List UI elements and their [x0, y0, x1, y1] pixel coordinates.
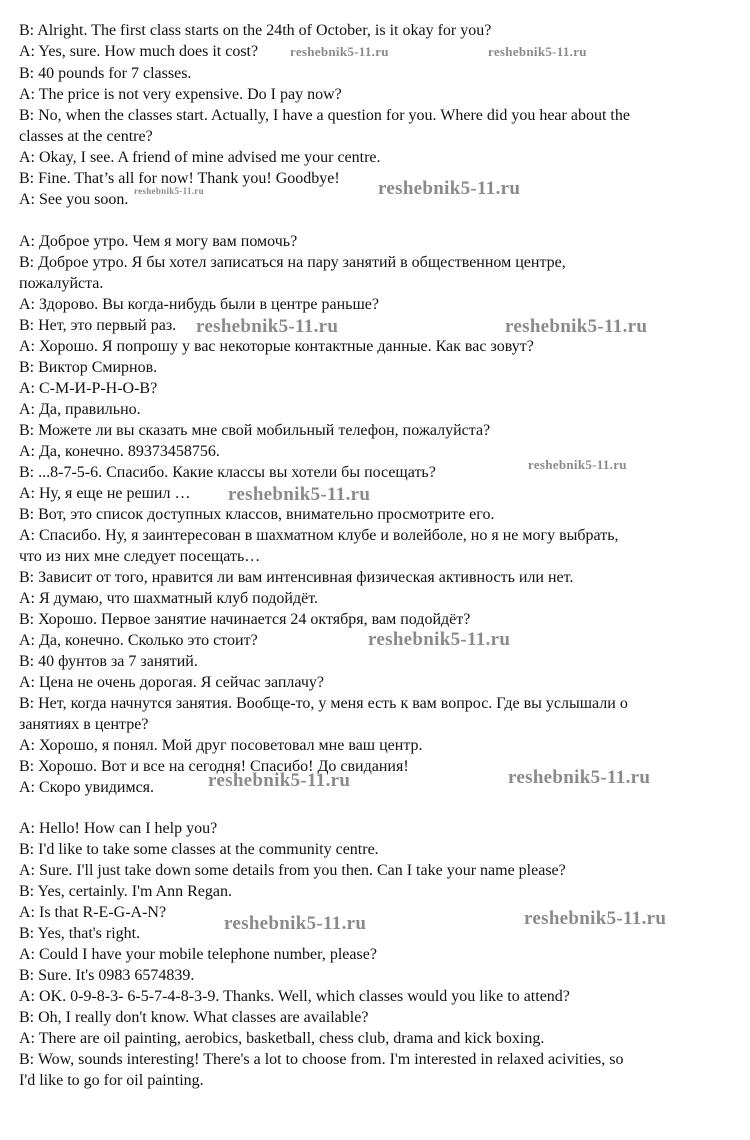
- dialogue-line: A: The price is not very expensive. Do I pay now?: [19, 86, 342, 103]
- dialogue-line: B: I'd like to take some classes at the community centre.: [19, 841, 379, 858]
- watermark: reshebnik5-11.ru: [508, 767, 651, 788]
- dialogue-line: B: Oh, I really don't know. What classes are available?: [19, 1009, 369, 1026]
- watermark: reshebnik5-11.ru: [290, 44, 389, 59]
- dialogue-line: A: Ну, я еще не решил …: [19, 485, 191, 502]
- watermark: reshebnik5-11.ru: [524, 908, 667, 929]
- dialogue-line: A: Да, правильно.: [19, 401, 141, 418]
- watermark: reshebnik5-11.ru: [378, 178, 521, 199]
- dialogue-line: B: Yes, that's right.: [19, 925, 141, 942]
- dialogue-line: A: Цена не очень дорогая. Я сейчас заплачу?: [19, 674, 324, 691]
- dialogue-line: A: Хорошо, я понял. Мой друг посоветовал мне ваш центр.: [19, 737, 423, 754]
- dialogue-line: A: Скоро увидимся.: [19, 779, 155, 796]
- dialogue-line: A: Я думаю, что шахматный клуб подойдёт.: [19, 590, 319, 607]
- watermark: reshebnik5-11.ru: [368, 629, 511, 650]
- watermark: reshebnik5-11.ru: [528, 457, 627, 472]
- watermark: reshebnik5-11.ru: [228, 484, 371, 505]
- dialogue-line: A: Could I have your mobile telephone number, please?: [19, 946, 377, 963]
- dialogue-line: A: Хорошо. Я попрошу у вас некоторые контактные данные. Как вас зовут?: [19, 338, 534, 355]
- dialogue-line: B: Зависит от того, нравится ли вам интенсивная физическая активность или нет.: [19, 569, 574, 586]
- dialogue-line: B: Вот, это список доступных классов, внимательно просмотрите его.: [19, 506, 495, 523]
- dialogue-line: A: Okay, I see. A friend of mine advised me your centre.: [19, 149, 381, 166]
- watermark: reshebnik5-11.ru: [196, 316, 339, 337]
- dialogue-line: B: Sure. It's 0983 6574839.: [19, 967, 195, 984]
- dialogue-line: classes at the centre?: [19, 128, 153, 145]
- dialogue-line: занятиях в центре?: [19, 716, 149, 733]
- dialogue-line: B: Yes, certainly. I'm Ann Regan.: [19, 883, 232, 900]
- dialogue-line: B: ...8-7-5-6. Спасибо. Какие классы вы хотели бы посещать?: [19, 464, 436, 481]
- dialogue-line: B: 40 фунтов за 7 занятий.: [19, 653, 198, 670]
- dialogue-line: B: Виктор Смирнов.: [19, 359, 158, 376]
- dialogue-line: A: Здорово. Вы когда-нибудь были в центре раньше?: [19, 296, 379, 313]
- dialogue-line: B: Доброе утро. Я бы хотел записаться на пару занятий в общественном центре,: [19, 254, 566, 271]
- watermark: reshebnik5-11.ru: [505, 316, 648, 337]
- dialogue-line: A: С-М-И-Р-Н-О-В?: [19, 380, 158, 397]
- dialogue-line: B: No, when the classes start. Actually, I have a question for you. Where did you hear about the: [19, 107, 630, 124]
- dialogue-line: что из них мне следует посещать…: [19, 548, 261, 565]
- dialogue-line: A: Yes, sure. How much does it cost?: [19, 43, 259, 60]
- dialogue-line: B: Хорошо. Вот и все на сегодня! Спасибо! До свидания!: [19, 758, 409, 775]
- dialogue-line: I'd like to go for oil painting.: [19, 1072, 204, 1089]
- dialogue-line: A: There are oil painting, aerobics, basketball, chess club, drama and kick boxing.: [19, 1030, 545, 1047]
- dialogue-line: A: Hello! How can I help you?: [19, 820, 218, 837]
- dialogue-line: B: Нет, это первый раз.: [19, 317, 177, 334]
- dialogue-line: B: Нет, когда начнутся занятия. Вообще-то, у меня есть к вам вопрос. Где вы услышали о: [19, 695, 628, 712]
- dialogue-line: B: Fine. That’s all for now! Thank you! Goodbye!: [19, 170, 340, 187]
- dialogue-line: A: Спасибо. Ну, я заинтересован в шахматном клубе и волейболе, но я не могу выбрать,: [19, 527, 619, 544]
- dialogue-line: A: Доброе утро. Чем я могу вам помочь?: [19, 233, 298, 250]
- dialogue-line: пожалуйста.: [19, 275, 104, 292]
- dialogue-line: A: Is that R-E-G-A-N?: [19, 904, 167, 921]
- watermark: reshebnik5-11.ru: [208, 770, 351, 791]
- dialogue-line: B: Alright. The first class starts on the 24th of October, is it okay for you?: [19, 22, 492, 39]
- dialogue-line: B: Wow, sounds interesting! There's a lot to choose from. I'm interested in relaxed acivities, so: [19, 1051, 624, 1068]
- dialogue-line: B: Хорошо. Первое занятие начинается 24 октября, вам подойдёт?: [19, 611, 471, 628]
- dialogue-line: A: Sure. I'll just take down some details from you then. Can I take your name please?: [19, 862, 566, 879]
- dialogue-line: A: Да, конечно. 89373458756.: [19, 443, 220, 460]
- watermark: reshebnik5-11.ru: [488, 44, 587, 59]
- dialogue-line: A: OK. 0-9-8-3- 6-5-7-4-8-3-9. Thanks. Well, which classes would you like to attend?: [19, 988, 570, 1005]
- dialogue-line: B: Можете ли вы сказать мне свой мобильный телефон, пожалуйста?: [19, 422, 491, 439]
- watermark: reshebnik5-11.ru: [134, 186, 204, 196]
- watermark: reshebnik5-11.ru: [224, 913, 367, 934]
- dialogue-line: B: 40 pounds for 7 classes.: [19, 65, 192, 82]
- dialogue-line: A: Да, конечно. Сколько это стоит?: [19, 632, 258, 649]
- dialogue-line: A: See you soon.: [19, 191, 129, 208]
